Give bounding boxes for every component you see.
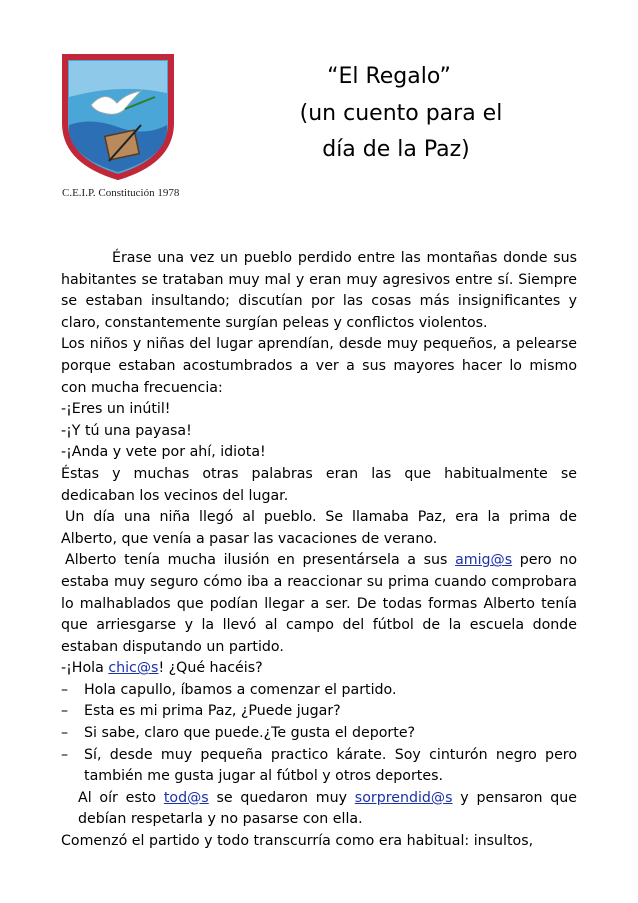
paragraph-5-text-a: Alberto tenía mucha ilusión en presentársela a sus — [65, 552, 448, 569]
story-subtitle-line1: (un cuento para el — [299, 101, 503, 126]
school-name: C.E.I.P. Constitución 1978 — [62, 187, 180, 199]
dash-mark: – — [61, 681, 69, 698]
paragraph-2: Los niños y niñas del lugar aprendían, desde muy pequeños, a pelearse porque estaban acostumbrados a ver a sus mayores hacer lo mismo con mucha frecuencia: — [61, 336, 577, 396]
paragraph-5-text-b: pero no estaba muy seguro cómo iba a reaccionar su prima cuando comprobara lo malhablados que podían llegar a ser. De todas formas Alberto tenía que arriesgarse y la llevó al campo del fútbol de la escuela donde estaban disputando un partido. — [61, 552, 577, 655]
dialogue-line-3: – Si sabe, claro que puede.¿Te gusta el deporte? — [61, 723, 577, 745]
paragraph-5 — [61, 550, 577, 658]
dash-mark: – — [61, 746, 69, 763]
paragraph-1: Érase una vez un pueblo perdido entre las montañas donde sus habitantes se trataban muy mal y eran muy agresivos entre sí. Siempre se estaban insultando; discutían por las cosas más insignificantes y claro, constantemente surgían peleas y conflictos violentos. — [61, 250, 577, 331]
story-title: “El Regalo” — [327, 64, 451, 89]
paragraph-3: Éstas y muchas otras palabras eran las que habitualmente se dedicaban los vecinos del lugar. — [61, 465, 577, 504]
paragraph-6: Al oír esto tod@s se quedaron muy sorprendid@s y pensaron que debían respetarla y no pasarse con ella. — [78, 789, 577, 828]
dash-mark: – — [61, 703, 69, 720]
dialogue-line-1: – Hola capullo, íbamos a comenzar el partido. — [61, 680, 577, 702]
greeting-text-b: ! ¿Qué hacéis? — [158, 660, 263, 677]
dialogue-3: -¡Anda y vete por ahí, idiota! — [61, 444, 266, 461]
dash-mark: – — [61, 725, 69, 742]
story-body — [61, 248, 577, 853]
title-block — [266, 58, 536, 168]
dialogue-line-2: – Esta es mi prima Paz, ¿Puede jugar? — [61, 701, 577, 723]
chicos-link[interactable]: chic@s — [108, 660, 159, 677]
todos-link[interactable]: tod@s — [163, 789, 209, 806]
greeting-line — [61, 658, 577, 680]
dialogue-2: -¡Y tú una payasa! — [61, 422, 192, 439]
amigos-link[interactable]: amig@s — [455, 552, 513, 569]
greeting-text-a: -¡Hola — [61, 660, 104, 677]
paragraph-4: Un día una niña llegó al pueblo. Se llamaba Paz, era la prima de Alberto, que venía a pasar las vacaciones de verano. — [61, 509, 577, 547]
sorprendidos-link[interactable]: sorprendid@s — [354, 789, 453, 806]
dialogue-line-4: – Sí, desde muy pequeña practico kárate. Soy cinturón negro pero también me gusta jugar al fútbol y otros deportes. — [61, 745, 577, 788]
dialogue-1: -¡Eres un inútil! — [61, 401, 171, 418]
school-crest — [61, 53, 175, 180]
paragraph-7: Comenzó el partido y todo transcurría como era habitual: insultos, — [61, 833, 534, 850]
story-subtitle-line2: día de la Paz) — [322, 137, 470, 162]
